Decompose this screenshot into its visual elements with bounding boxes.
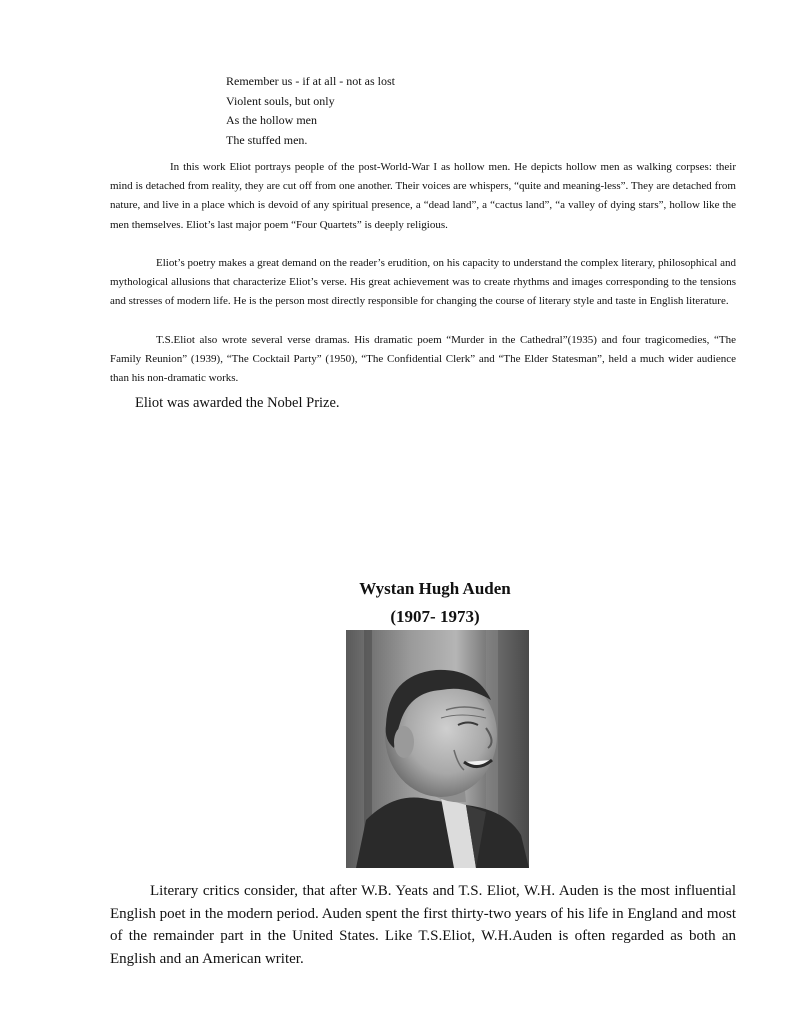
poem-excerpt [226, 72, 395, 150]
paragraph-nobel: Eliot was awarded the Nobel Prize. [135, 395, 340, 411]
poem-line: As the hollow men [226, 113, 317, 127]
poem-line: The stuffed men. [226, 132, 308, 147]
paragraph-auden-intro: Literary critics consider, that after W.B. Yeats and T.S. Eliot, W.H. Auden is the most influential English poet in the modern period. Auden spent the first thirty-two years of his life in England and most of the remainder part in the United States. Like T.S.Eliot, W.H.Auden is often regarded as both an English and an American writer. [110, 883, 736, 967]
section-years: (1907- 1973) [390, 607, 480, 626]
paragraph-verse-dramas: T.S.Eliot also wrote several verse dramas. His dramatic poem “Murder in the Cathedral”(1935) and four tragicomedies, “The Family Reunion” (1939), “The Cocktail Party” (1950), “The Confidential Clerk” and “The Elder Statesman”, held a much wider audience than his non-dramatic works. [110, 334, 736, 385]
author-portrait [346, 630, 529, 868]
poem-line: Remember us - if at all - not as lost [226, 74, 395, 88]
paragraph-demand: Eliot’s poetry makes a great demand on the reader’s erudition, on his capacity to understand the complex literary, philosophical and mythological allusions that characterize Eliot’s verse. His great achievement was to create rhythms and images corresponding to the tensions and stresses of modern life. He is the person most directly responsible for changing the course of literary style and taste in English literature. [110, 257, 736, 308]
section-title: Wystan Hugh Auden [359, 579, 511, 598]
paragraph-hollow-men: In this work Eliot portrays people of the post-World-War I as hollow men. He depicts hollow men as walking corpses: their mind is detached from reality, they are cut off from one another. Their voices are whispers, “quite and meaning-less”. They are detached from nature, and live in a place which is devoid of any spiritual presence, a “dead land”, a “cactus land”, “a valley of dying stars”, hollow like the men themselves. Eliot’s last major poem “Four Quartets” is deeply religious. [110, 161, 736, 231]
poem-line: Violent souls, but only [226, 93, 335, 108]
